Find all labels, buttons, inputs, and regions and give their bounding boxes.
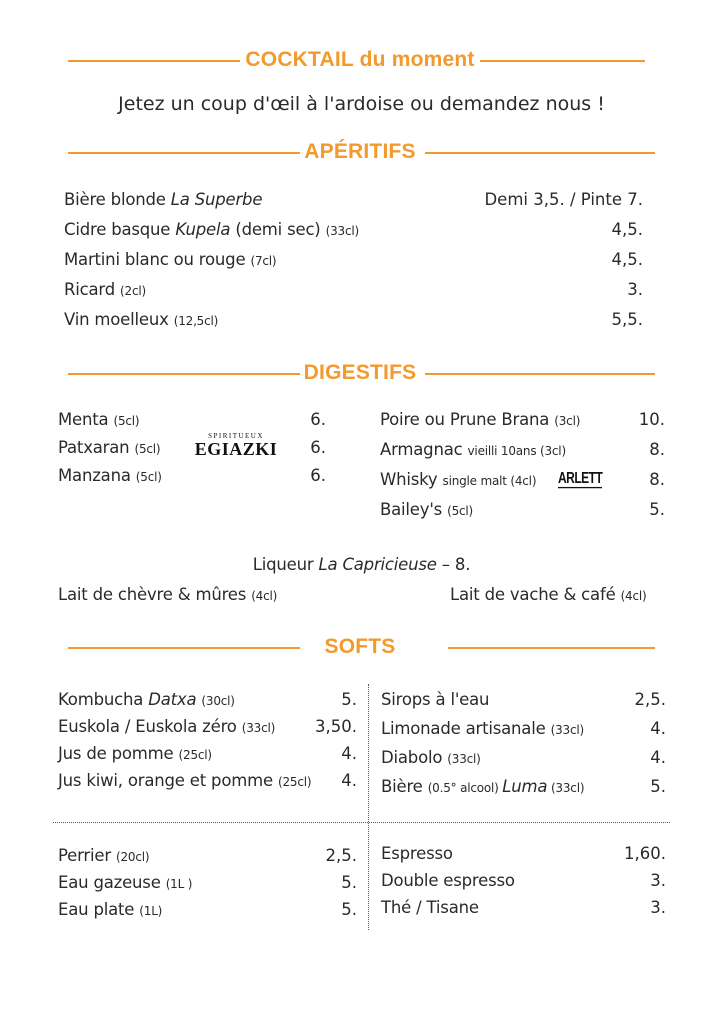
item-size: (3cl) [554,414,581,428]
section-title-cocktail: COCKTAIL du moment [245,48,475,71]
item-price: 6. [310,438,326,457]
item-price: 3. [627,280,643,299]
item-price: 10. [638,410,665,429]
menu-item [58,744,212,765]
item-size: (25cl) [277,775,312,789]
item-name: Vin moelleux [64,310,174,329]
item-price: 6. [310,466,326,485]
item-name: Ricard [64,280,121,299]
item-size: (20cl) [115,850,150,864]
item-price: 5. [650,777,666,796]
menu-item [58,846,149,867]
item-size: (30cl) [201,694,235,708]
cocktail-text: Jetez un coup d'œil à l'ardoise ou demandez nous ! [118,93,605,115]
section-header-softs [60,632,660,662]
section-title-digestifs: DIGESTIFS [303,361,417,384]
item-size: (0.5° alcool) [427,781,503,795]
item-brand: Kupela [175,220,231,239]
item-price: 5. [341,690,357,709]
menu-item [381,871,515,891]
item-price: 6. [310,410,326,429]
menu-item [58,873,192,894]
menu-item [380,500,473,521]
column-divider [368,684,369,930]
item-name: Perrier [58,846,116,865]
item-price: 2,5. [634,690,666,709]
menu-item [381,719,584,740]
item-size: (33cl) [550,723,584,737]
menu-item [58,717,275,738]
lait-chevre-item: Lait de chèvre & mûres (4cl) [58,585,278,604]
item-brand: Datxa [148,690,197,709]
item-price: 4. [650,719,666,738]
menu-item [380,440,566,461]
item-size: (12,5cl) [173,314,219,328]
item-name: Espresso [381,844,453,863]
item-size: (5cl) [447,504,474,518]
lait-vache-item: Lait de vache & café (4cl) [450,585,647,604]
item-size: (25cl) [178,748,212,762]
menu-item [381,690,489,710]
row-divider [53,822,670,823]
item-price: 3. [650,898,666,917]
menu-item [380,470,536,491]
item-name: Kombucha [58,690,149,709]
item-price: 3,50. [315,717,357,736]
menu-item [58,771,311,792]
item-size: single malt (4cl) [442,474,537,488]
item-size: (5cl) [135,470,162,484]
item-price: 3. [650,871,666,890]
item-name: Limonade artisanale [381,719,551,738]
item-name: Whisky [380,470,443,489]
item-price: 8. [649,470,665,489]
item-price: 5. [649,500,665,519]
menu-item [64,250,276,271]
menu-item [64,220,359,241]
arlett-logo: ARLETT [558,468,603,487]
item-name: Eau gazeuse [58,873,166,892]
section-title-softs: SOFTS [324,635,396,658]
item-name: Patxaran [58,438,135,457]
section-header-cocktail [60,45,660,75]
item-name: Manzana [58,466,136,485]
item-size: (7cl) [250,254,277,268]
liqueur-line: Liqueur La Capricieuse – 8. [252,555,471,574]
item-name: Jus kiwi, orange et pomme [58,771,278,790]
item-detail: (demi sec) [230,220,326,239]
item-name: Cidre basque [64,220,176,239]
item-size: (33cl) [447,752,481,766]
menu-item [64,310,218,331]
item-price: 4. [341,771,357,790]
item-name: Poire ou Prune Brana [380,410,555,429]
menu-item [58,410,139,431]
item-name: Bière blonde [64,190,171,209]
item-name: Eau plate [58,900,140,919]
item-size: (5cl) [113,414,140,428]
item-name: Diabolo [381,748,448,767]
menu-item [58,900,162,921]
item-name: Bailey's [380,500,448,519]
menu-item [380,410,580,431]
section-header-aperitifs [60,137,660,167]
menu-item [64,280,146,301]
item-name: Thé / Tisane [381,898,479,917]
section-header-digestifs [60,358,660,388]
item-price: Demi 3,5. / Pinte 7. [484,190,643,209]
item-size: (33cl) [547,781,585,795]
item-size: (33cl) [241,721,276,735]
menu-item [381,748,481,769]
item-price: 4. [650,748,666,767]
item-price: 5. [341,900,357,919]
menu-item [58,690,235,711]
item-price: 5,5. [611,310,643,329]
item-price: 8. [649,440,665,459]
menu-item [381,898,479,918]
menu-item [58,438,160,459]
item-price: 5. [341,873,357,892]
item-name: Sirops à l'eau [381,690,490,709]
item-size: (5cl) [134,442,161,456]
item-price: 2,5. [325,846,357,865]
egiazki-logo: SPIRITUEUX EGIAZKI [194,432,278,459]
item-name: Armagnac [380,440,468,459]
menu-item [58,466,162,487]
menu-item [64,190,262,210]
item-name: Bière [381,777,428,796]
item-name: Euskola / Euskola zéro [58,717,242,736]
item-size: (33cl) [325,224,359,238]
item-name: Jus de pomme [58,744,179,763]
item-name: Double espresso [381,871,515,890]
item-size: (1L) [139,904,163,918]
item-price: 4,5. [611,250,643,269]
item-name: Martini blanc ou rouge [64,250,251,269]
menu-item [381,777,584,798]
item-brand: Luma [502,777,548,796]
menu-item [381,844,453,864]
item-price: 1,60. [624,844,666,863]
item-size: (1L ) [165,877,193,891]
item-price: 4. [341,744,357,763]
section-title-aperitifs: APÉRITIFS [304,140,416,163]
item-size: (2cl) [120,284,146,298]
item-price: 4,5. [611,220,643,239]
item-name: Menta [58,410,114,429]
item-size: vieilli 10ans (3cl) [467,444,566,458]
item-brand: La Superbe [170,190,263,209]
